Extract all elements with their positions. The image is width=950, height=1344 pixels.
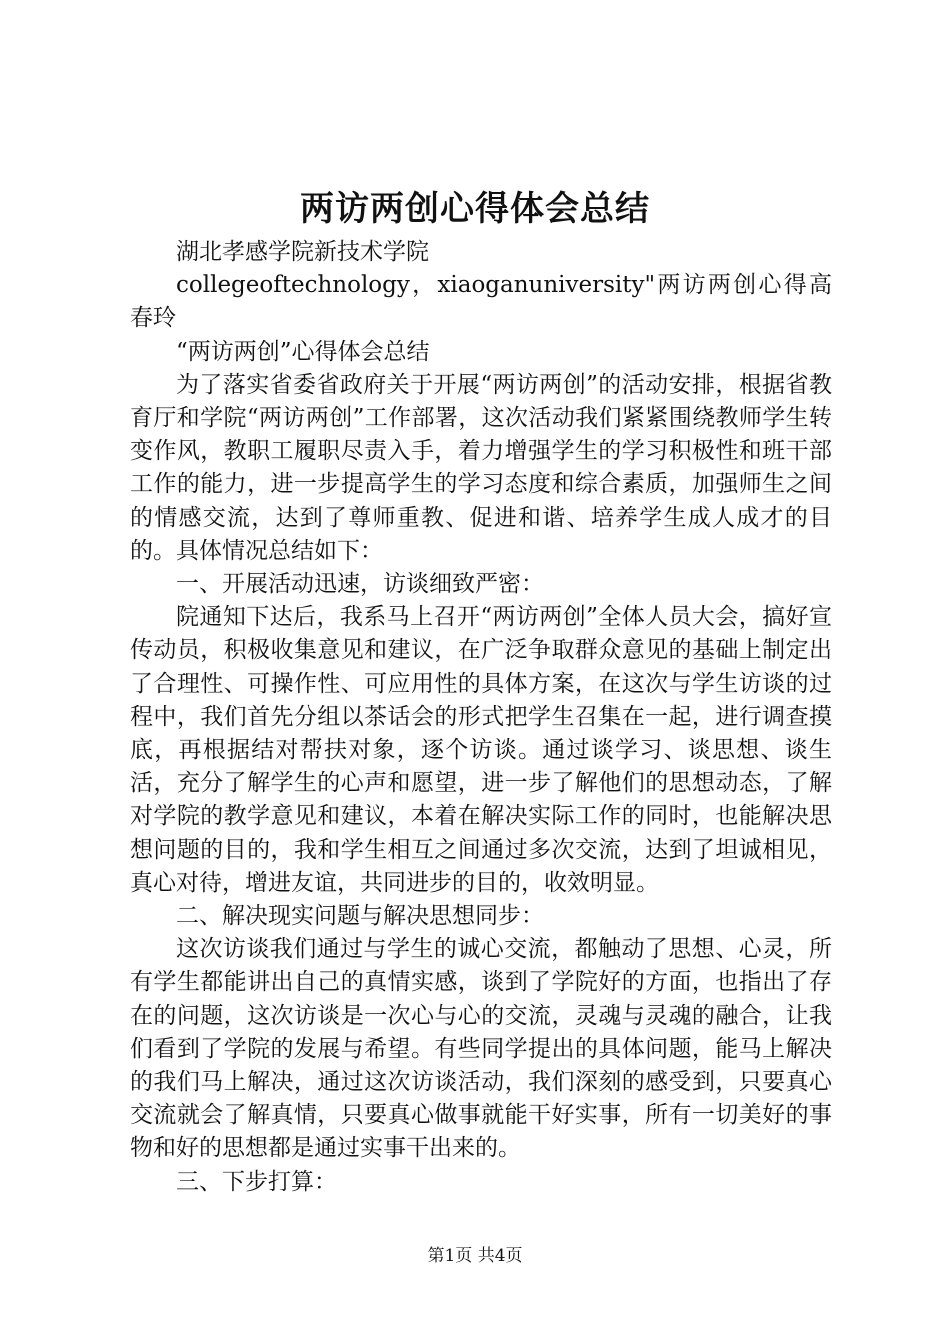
- section-heading-3: 三、下步打算：: [176, 1168, 337, 1195]
- paragraph-section-1: 院通知下达后，我系马上召开“两访两创”全体人员大会，搞好宣传动员，积极收集意见和建议，在广泛争取群众意见的基础上制定出了合理性、可操作性、可应用性的具体方案，在这次与学生访谈的过程中，我们首先分组以茶话会的形式把学生召集在一起，进行调查摸底，再根据结对帮扶对象，逐个访谈。通过谈学习、谈思想、谈生活，充分了解学生的心声和愿望，进一步了解他们的思想动态，了解对学院的教学意见和建议，本着在解决实际工作的同时，也能解决思想问题的目的，我和学生相互之间通过多次交流，达到了坦诚相见，真心对待，增进友谊，共同进步的目的，收效明显。: [130, 604, 832, 896]
- paragraph-intro: 为了落实省委省政府关于开展“两访两创”的活动安排，根据省教育厅和学院“两访两创”工作部署，这次活动我们紧紧围绕教师学生转变作风，教职工履职尽责入手，着力增强学生的学习积极性和班干部工作的能力，进一步提高学生的学习态度和综合素质，加强师生之间的情感交流，达到了尊师重教、促进和谐、培养学生成人成才的目的。具体情况总结如下：: [130, 371, 832, 564]
- paragraph-college-author: collegeoftechnology，xiaoganuniversity"两访两创心得高春玲: [130, 272, 832, 332]
- section-heading-1: 一、开展活动迅速，访谈细致严密：: [176, 571, 544, 598]
- document-body: [130, 236, 832, 1199]
- section-heading-2: 二、解决现实问题与解决思想同步：: [176, 903, 544, 930]
- document-title: 两访两创心得体会总结: [300, 189, 650, 229]
- paragraph-institution: 湖北孝感学院新技术学院: [176, 239, 429, 265]
- page-number-footer: 第1页 共4页: [427, 1246, 523, 1266]
- paragraph-section-2: 这次访谈我们通过与学生的诚心交流，都触动了思想、心灵，所有学生都能讲出自己的真情实感，谈到了学院好的方面，也指出了存在的问题，这次访谈是一次心与心的交流，灵魂与灵魂的融合，让我们看到了学院的发展与希望。有些同学提出的具体问题，能马上解决的我们马上解决，通过这次访谈活动，我们深刻的感受到，只要真心交流就会了解真情，只要真心做事就能干好实事，所有一切美好的事物和好的思想都是通过实事干出来的。: [130, 936, 832, 1162]
- paragraph-subtitle: “两访两创”心得体会总结: [176, 338, 430, 365]
